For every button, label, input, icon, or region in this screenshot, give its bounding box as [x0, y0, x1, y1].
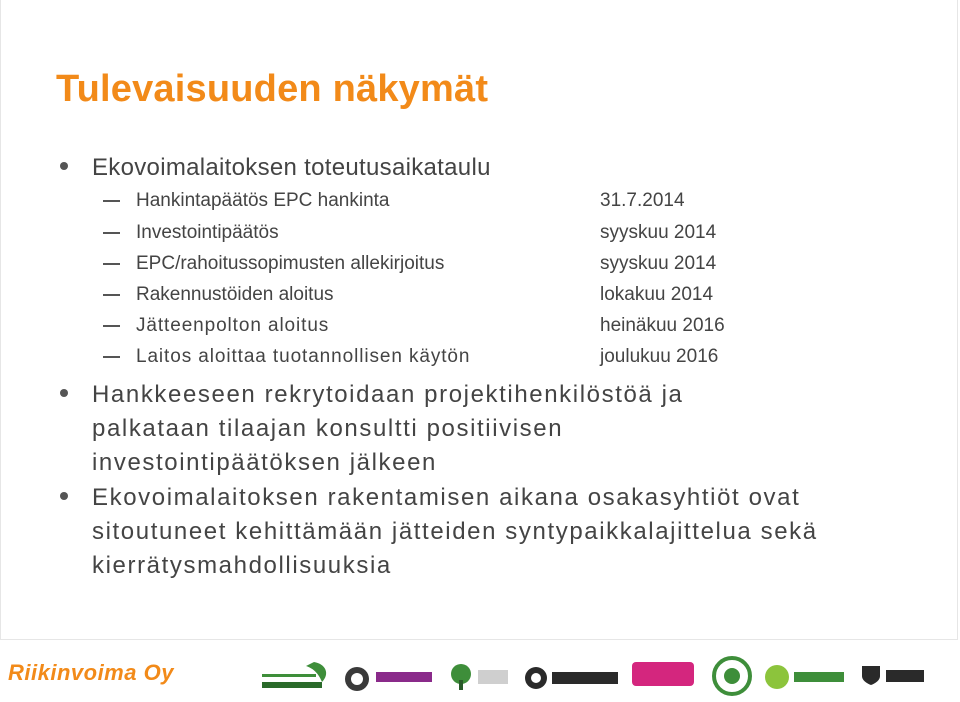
dash-icon: [103, 232, 120, 234]
tree-icon: [446, 662, 476, 692]
dash-icon: [103, 325, 120, 327]
partner-logo-puhas: [632, 662, 694, 686]
slide-title: Tulevaisuuden näkymät: [56, 68, 489, 110]
dash-icon: [103, 200, 120, 202]
metsasairila-circle-icon: [344, 666, 370, 692]
bullet-recycling: [60, 481, 820, 583]
partner-logo-keski-savon: [712, 656, 752, 696]
dash-icon: [103, 263, 120, 265]
schedule-label: Rakennustöiden aloitus: [136, 284, 334, 305]
schedule-item: [103, 280, 763, 310]
varkaus-crest-icon: [860, 664, 882, 686]
savonlinna-leaf-icon: [262, 660, 334, 694]
bullet-schedule: [60, 151, 491, 185]
bullet-text: Ekovoimalaitoksen toteutusaikataulu: [92, 154, 491, 181]
schedule-date: joulukuu 2016: [600, 346, 719, 367]
partner-logo-sammakkokangas: [524, 666, 548, 690]
partner-logo-jatekukko: [764, 664, 790, 690]
schedule-item: [103, 311, 763, 341]
schedule-label: Hankintapäätös EPC hankinta: [136, 190, 390, 211]
schedule-item: [103, 249, 763, 279]
schedule-label: Investointipäätös: [136, 222, 279, 243]
bullet-dot-icon: [60, 492, 68, 500]
bullet-dot-icon: [60, 389, 68, 397]
footer-logo-bar: [0, 652, 960, 702]
jatekukko-circle-icon: [764, 664, 790, 690]
partner-logo-metsasairila: [344, 666, 370, 692]
partner-logo-varkaus: [860, 664, 882, 686]
bullet-text: Hankkeeseen rekrytoidaan projektihenkilöstöä ja palkataan tilaajan konsultti positiivisen investointipäätöksen jälkeen: [92, 381, 684, 476]
sammakkokangas-wordmark: [552, 672, 618, 684]
schedule-date: heinäkuu 2016: [600, 315, 725, 336]
jatekukko-wordmark: [794, 672, 844, 682]
schedule-item: [103, 186, 763, 216]
schedule-date: 31.7.2014: [600, 190, 685, 211]
schedule-date: syyskuu 2014: [600, 222, 717, 243]
partner-logo-savonlinna: [262, 660, 334, 694]
partner-logo-ylasavo: [446, 662, 476, 692]
keski-savon-ring-icon: [712, 656, 752, 696]
bullet-recruitment: [60, 378, 780, 480]
schedule-date: lokakuu 2014: [600, 284, 714, 305]
schedule-item: [103, 218, 763, 248]
schedule-date: syyskuu 2014: [600, 253, 717, 274]
bullet-text: Ekovoimalaitoksen rakentamisen aikana osakasyhtiöt ovat sitoutuneet kehittämään jätteiden syntypaikkalajittelua sekä kierrätysmahdollisuuksia: [92, 484, 818, 579]
ylasavo-wordmark: [478, 670, 508, 684]
schedule-label: Jätteenpolton aloitus: [136, 315, 330, 336]
metsasairila-wordmark: [376, 672, 432, 682]
schedule-item: [103, 342, 763, 372]
sammakkokangas-emblem-icon: [524, 666, 548, 690]
riikinvoima-logo: Riikinvoima Oy: [8, 660, 174, 685]
dash-icon: [103, 294, 120, 296]
schedule-label: Laitos aloittaa tuotannollisen käytön: [136, 346, 471, 367]
varkaus-wordmark: [886, 670, 924, 682]
dash-icon: [103, 356, 120, 358]
bullet-dot-icon: [60, 162, 68, 170]
schedule-label: EPC/rahoitussopimusten allekirjoitus: [136, 253, 445, 274]
